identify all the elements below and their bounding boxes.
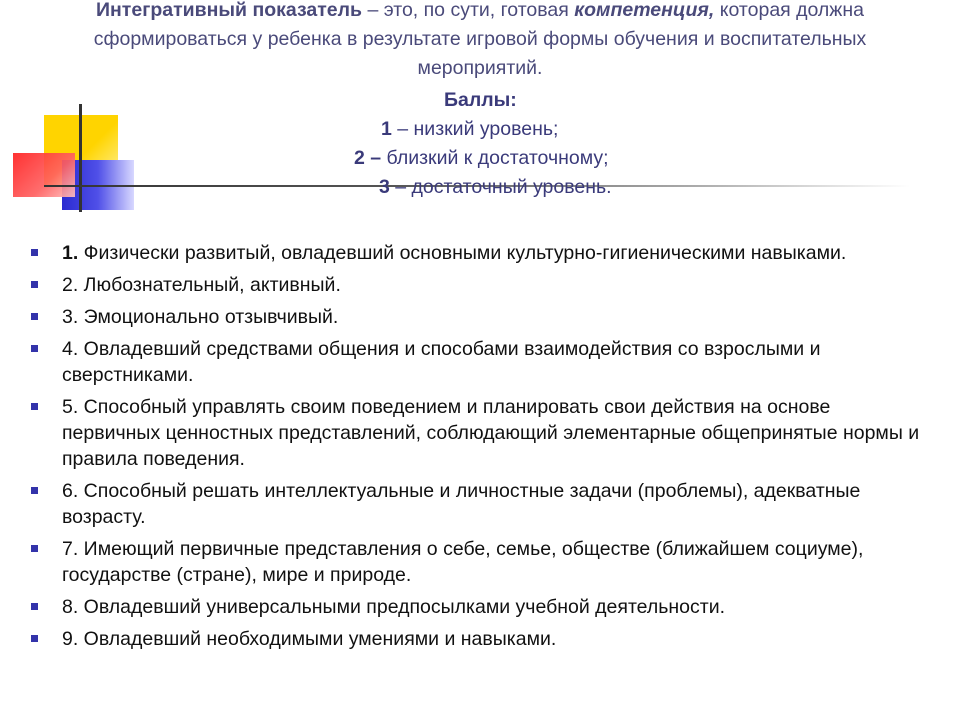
scale-level-text: близкий к достаточному;	[381, 147, 609, 169]
list-item	[28, 626, 928, 652]
bullet-icon	[31, 545, 38, 552]
scale-level-text: – низкий уровень;	[391, 118, 559, 140]
scale-level-2	[260, 144, 860, 173]
scale-level-1	[260, 115, 860, 144]
item-text: 2. Любознательный, активный.	[62, 274, 341, 296]
bullet-icon	[31, 635, 38, 642]
term: Интегративный показатель	[96, 0, 363, 21]
score-scale	[260, 86, 860, 202]
indicator-list	[28, 240, 928, 658]
decor-red-square	[13, 153, 75, 197]
bullet-icon	[31, 345, 38, 352]
item-text: 7. Имеющий первичные представления о себе, семье, обществе (ближайшем социуме), государстве (стране), мире и природе.	[62, 538, 864, 586]
definition-text	[40, 0, 920, 83]
item-text: Физически развитый, овладевший основными культурно-гигиеническими навыками.	[78, 242, 847, 264]
item-text: 3. Эмоционально отзывчивый.	[62, 306, 339, 328]
list-item	[28, 272, 928, 298]
item-num: 1.	[62, 242, 79, 264]
item-text: 5. Способный управлять своим поведением и планировать свои действия на основе первичных ценностных представлений, соблюдающий элементарные общепринятые нормы и правила поведения.	[62, 396, 920, 470]
definition-sep: – это, по сути, готовая	[362, 0, 575, 21]
scale-title: Баллы:	[444, 89, 517, 111]
bullet-icon	[31, 603, 38, 610]
list-item	[28, 336, 928, 388]
item-text: 6. Способный решать интеллектуальные и личностные задачи (проблемы), адекватные возрасту.	[62, 480, 861, 528]
bullet-icon	[31, 249, 38, 256]
list-item	[28, 594, 928, 620]
item-text: 8. Овладевший универсальными предпосылками учебной деятельности.	[62, 596, 726, 618]
definition-rest: которая должна сформироваться у ребенка в результате игровой формы обучения и воспитательных мероприятий.	[93, 0, 867, 79]
bullet-icon	[31, 281, 38, 288]
bullet-icon	[31, 403, 38, 410]
scale-level-num: 2 –	[354, 147, 382, 169]
competence-word: компетенция,	[574, 0, 715, 21]
list-item	[28, 478, 928, 530]
scale-level-text: – достаточный уровень.	[389, 176, 612, 198]
bullet-icon	[31, 487, 38, 494]
decor-vertical-line	[79, 104, 82, 212]
list-item	[28, 240, 928, 266]
item-text: 4. Овладевший средствами общения и способами взаимодействия со взрослыми и сверстниками.	[62, 338, 821, 386]
list-item	[28, 394, 928, 472]
bullet-icon	[31, 313, 38, 320]
list-item	[28, 304, 928, 330]
scale-level-num: 3	[379, 176, 390, 198]
scale-level-3	[260, 173, 860, 202]
list-item	[28, 536, 928, 588]
scale-level-num: 1	[381, 118, 392, 140]
item-text: 9. Овладевший необходимыми умениями и навыками.	[62, 628, 557, 650]
